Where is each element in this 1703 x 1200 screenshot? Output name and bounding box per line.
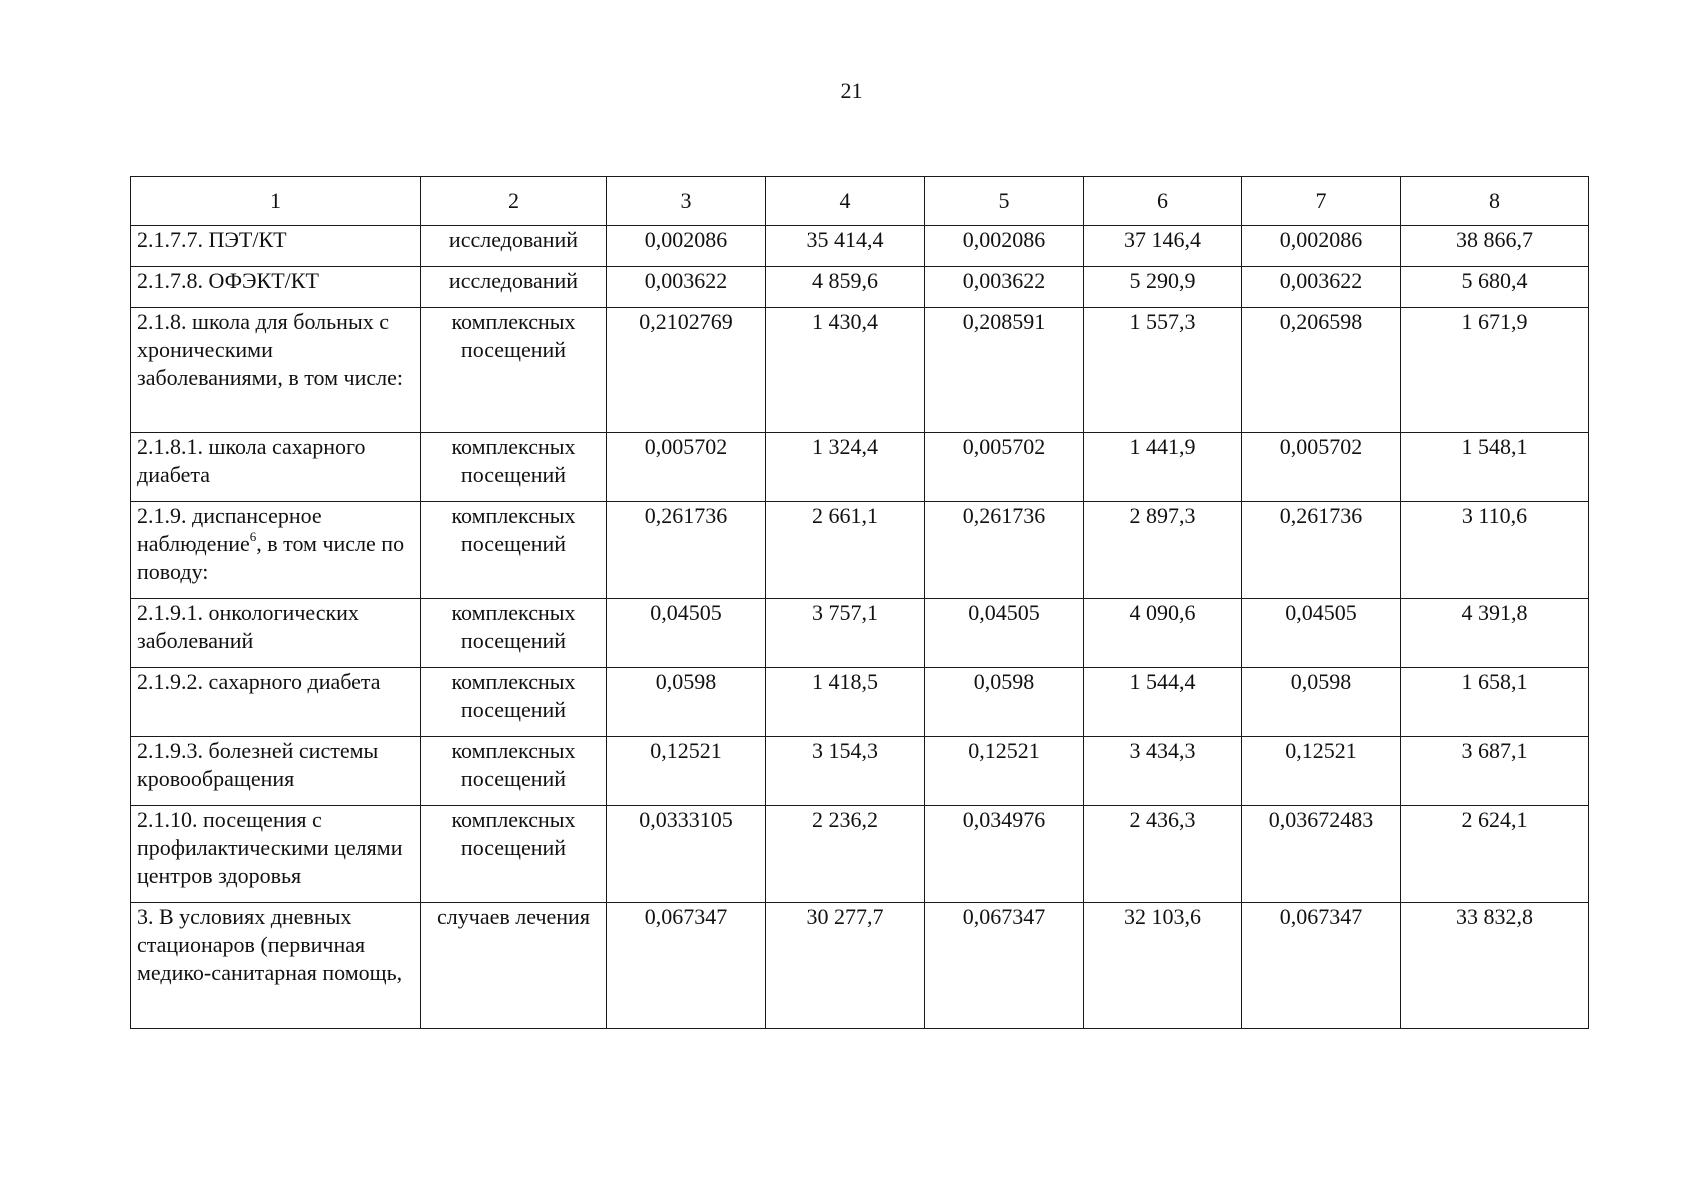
value-cell: 0,12521	[1242, 737, 1401, 806]
table-row	[131, 903, 1589, 1029]
value-cell: 1 544,4	[1084, 668, 1242, 737]
row-name-cell: 3. В условиях дневных стационаров (первичная медико-санитарная помощь,	[131, 903, 421, 1029]
value-cell: 0,208591	[925, 308, 1084, 433]
table-row	[131, 502, 1589, 599]
value-cell: 33 832,8	[1401, 903, 1589, 1029]
value-cell: 3 110,6	[1401, 502, 1589, 599]
row-unit-cell: случаев лечения	[421, 903, 607, 1029]
row-unit-cell: комплексных посещений	[421, 806, 607, 903]
value-cell: 0,0333105	[607, 806, 766, 903]
value-cell: 0,04505	[607, 599, 766, 668]
row-name-cell: 2.1.9.1. онкологических заболеваний	[131, 599, 421, 668]
value-cell: 3 687,1	[1401, 737, 1589, 806]
value-cell: 1 418,5	[766, 668, 925, 737]
page-number: 21	[840, 78, 863, 103]
table-row	[131, 267, 1589, 308]
value-cell: 30 277,7	[766, 903, 925, 1029]
value-cell: 0,067347	[607, 903, 766, 1029]
value-cell: 0,034976	[925, 806, 1084, 903]
row-name-cell: 2.1.8.1. школа сахарного диабета	[131, 433, 421, 502]
value-cell: 0,261736	[607, 502, 766, 599]
value-cell: 32 103,6	[1084, 903, 1242, 1029]
row-name-cell: 2.1.10. посещения с профилактическими целями центров здоровья	[131, 806, 421, 903]
value-cell: 1 548,1	[1401, 433, 1589, 502]
value-cell: 1 324,4	[766, 433, 925, 502]
value-cell: 2 436,3	[1084, 806, 1242, 903]
row-unit-cell: исследований	[421, 226, 607, 267]
value-cell: 38 866,7	[1401, 226, 1589, 267]
row-name-cell: 2.1.7.8. ОФЭКТ/КТ	[131, 267, 421, 308]
value-cell: 3 757,1	[766, 599, 925, 668]
value-cell: 1 671,9	[1401, 308, 1589, 433]
value-cell: 0,067347	[925, 903, 1084, 1029]
value-cell: 1 441,9	[1084, 433, 1242, 502]
value-cell: 4 391,8	[1401, 599, 1589, 668]
row-unit-cell: комплексных посещений	[421, 668, 607, 737]
row-name-cell: 2.1.9.3. болезней системы кровообращения	[131, 737, 421, 806]
value-cell: 0,003622	[925, 267, 1084, 308]
value-cell: 1 658,1	[1401, 668, 1589, 737]
row-unit-cell: исследований	[421, 267, 607, 308]
value-cell: 0,04505	[925, 599, 1084, 668]
value-cell: 0,003622	[1242, 267, 1401, 308]
value-cell: 0,12521	[607, 737, 766, 806]
value-cell: 3 434,3	[1084, 737, 1242, 806]
table-row	[131, 599, 1589, 668]
table-row	[131, 806, 1589, 903]
value-cell: 5 290,9	[1084, 267, 1242, 308]
data-table	[130, 176, 1589, 1029]
value-cell: 0,12521	[925, 737, 1084, 806]
row-unit-cell: комплексных посещений	[421, 433, 607, 502]
table-header-row	[131, 177, 1589, 226]
value-cell: 0,2102769	[607, 308, 766, 433]
row-unit-cell: комплексных посещений	[421, 502, 607, 599]
value-cell: 2 897,3	[1084, 502, 1242, 599]
value-cell: 0,002086	[607, 226, 766, 267]
value-cell: 0,002086	[1242, 226, 1401, 267]
column-header: 2	[421, 177, 607, 226]
table-row	[131, 433, 1589, 502]
table-row	[131, 737, 1589, 806]
value-cell: 0,0598	[1242, 668, 1401, 737]
value-cell: 3 154,3	[766, 737, 925, 806]
column-header: 5	[925, 177, 1084, 226]
value-cell: 0,005702	[925, 433, 1084, 502]
row-name-cell: 2.1.7.7. ПЭТ/КТ	[131, 226, 421, 267]
value-cell: 0,067347	[1242, 903, 1401, 1029]
value-cell: 4 859,6	[766, 267, 925, 308]
value-cell: 0,005702	[607, 433, 766, 502]
value-cell: 5 680,4	[1401, 267, 1589, 308]
row-name-text: 2.1.9. диспансерное наблюдение	[137, 503, 322, 556]
column-header: 1	[131, 177, 421, 226]
column-header: 3	[607, 177, 766, 226]
value-cell: 2 624,1	[1401, 806, 1589, 903]
value-cell: 0,206598	[1242, 308, 1401, 433]
value-cell: 0,261736	[1242, 502, 1401, 599]
value-cell: 0,002086	[925, 226, 1084, 267]
value-cell: 0,0598	[925, 668, 1084, 737]
value-cell: 0,005702	[1242, 433, 1401, 502]
value-cell: 35 414,4	[766, 226, 925, 267]
value-cell: 2 236,2	[766, 806, 925, 903]
table-row	[131, 668, 1589, 737]
value-cell: 0,003622	[607, 267, 766, 308]
row-unit-cell: комплексных посещений	[421, 599, 607, 668]
row-unit-cell: комплексных посещений	[421, 737, 607, 806]
row-name-text: , в том числе по поводу:	[137, 531, 405, 584]
value-cell: 37 146,4	[1084, 226, 1242, 267]
row-unit-cell: комплексных посещений	[421, 308, 607, 433]
row-name-cell	[131, 502, 421, 599]
value-cell: 0,0598	[607, 668, 766, 737]
column-header: 8	[1401, 177, 1589, 226]
value-cell: 2 661,1	[766, 502, 925, 599]
value-cell: 0,04505	[1242, 599, 1401, 668]
footnote-marker: 6	[249, 528, 257, 544]
row-name-cell: 2.1.9.2. сахарного диабета	[131, 668, 421, 737]
value-cell: 1 557,3	[1084, 308, 1242, 433]
column-header: 7	[1242, 177, 1401, 226]
column-header: 6	[1084, 177, 1242, 226]
column-header: 4	[766, 177, 925, 226]
table-row	[131, 226, 1589, 267]
value-cell: 0,03672483	[1242, 806, 1401, 903]
row-name-cell: 2.1.8. школа для больных с хроническими заболеваниями, в том числе:	[131, 308, 421, 433]
table-row	[131, 308, 1589, 433]
value-cell: 4 090,6	[1084, 599, 1242, 668]
value-cell: 1 430,4	[766, 308, 925, 433]
value-cell: 0,261736	[925, 502, 1084, 599]
